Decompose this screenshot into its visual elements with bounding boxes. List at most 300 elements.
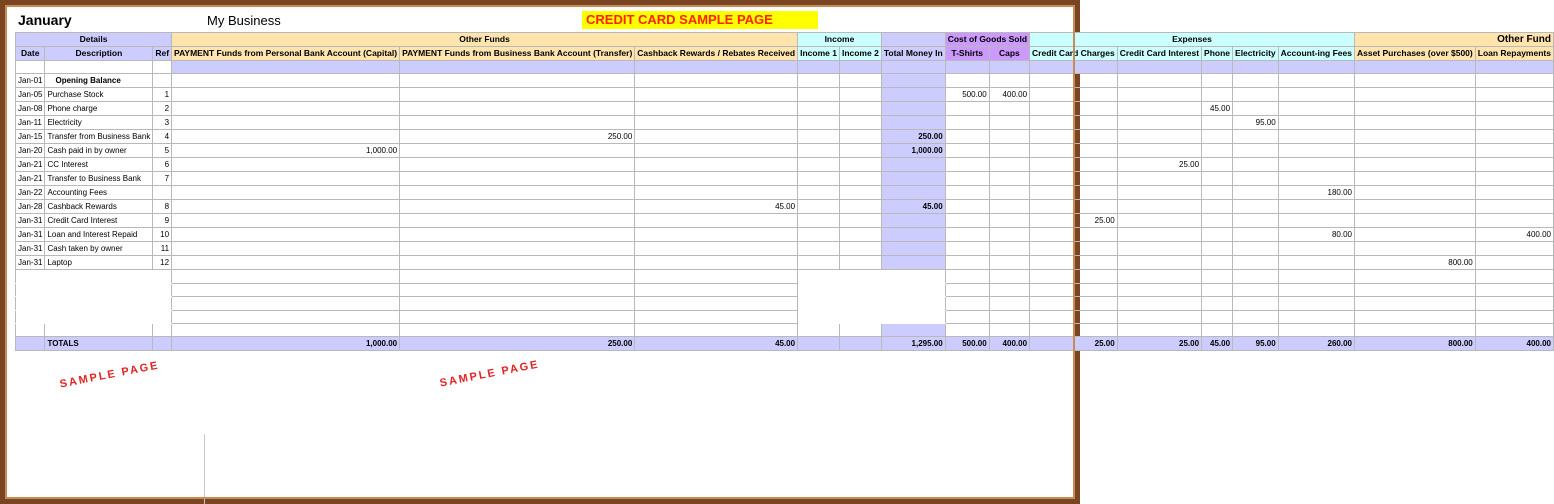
blank-cell[interactable] — [153, 283, 172, 296]
cell-ap[interactable] — [1354, 242, 1475, 256]
total-caps[interactable]: 400.00 — [989, 337, 1029, 351]
cell-trf[interactable] — [400, 158, 635, 172]
blank-cell[interactable] — [1233, 297, 1279, 310]
blank-cell[interactable] — [1117, 283, 1201, 296]
col-total-money-in[interactable]: Total Money In — [881, 47, 945, 61]
cell-ref[interactable]: 10 — [153, 228, 172, 242]
blank-cell[interactable] — [400, 283, 635, 296]
cell-cap[interactable] — [172, 88, 400, 102]
cell-ccc[interactable] — [1030, 186, 1118, 200]
cell-cb[interactable] — [635, 116, 798, 130]
cell-trf[interactable] — [400, 102, 635, 116]
blank-cell[interactable] — [1202, 297, 1233, 310]
cell-caps[interactable] — [989, 158, 1029, 172]
cell-cap[interactable]: 1,000.00 — [172, 144, 400, 158]
total-money-in[interactable]: 1,295.00 — [881, 337, 945, 351]
cell-ts[interactable] — [945, 242, 989, 256]
cell-cci[interactable]: 25.00 — [1117, 158, 1201, 172]
cell-lr[interactable] — [1475, 256, 1553, 270]
blank-cell[interactable] — [881, 310, 945, 323]
cell-trf[interactable] — [400, 200, 635, 214]
cell-ref[interactable]: 7 — [153, 172, 172, 186]
cell-cb[interactable] — [635, 172, 798, 186]
cell-el[interactable] — [1233, 88, 1279, 102]
cell-i1[interactable] — [798, 242, 840, 256]
blank-cell[interactable] — [1233, 310, 1279, 323]
blank-cell[interactable] — [172, 323, 400, 336]
cell-ccc[interactable]: 25.00 — [1030, 214, 1118, 228]
cell-lr[interactable] — [1475, 158, 1553, 172]
cell-ccc[interactable] — [1030, 116, 1118, 130]
cell-description[interactable]: Laptop — [45, 256, 153, 270]
cell-date[interactable]: Jan-21 — [16, 172, 45, 186]
cell-ap[interactable] — [1354, 228, 1475, 242]
blank-cell[interactable] — [1475, 323, 1553, 336]
col-income-1[interactable]: Income 1 — [798, 47, 840, 61]
col-ref[interactable]: Ref — [153, 47, 172, 61]
cell-date[interactable]: Jan-20 — [16, 144, 45, 158]
blank-cell[interactable] — [16, 297, 45, 310]
blank-cell[interactable] — [45, 297, 153, 310]
cell-tot[interactable] — [881, 186, 945, 200]
total-cci[interactable]: 25.00 — [1117, 337, 1201, 351]
cell-i1[interactable] — [798, 200, 840, 214]
cell-cb[interactable] — [635, 256, 798, 270]
cell-cap[interactable] — [172, 214, 400, 228]
blank-cell[interactable] — [945, 323, 989, 336]
total-i2[interactable] — [839, 337, 881, 351]
cell-trf[interactable] — [400, 228, 635, 242]
cell-ap[interactable] — [1354, 116, 1475, 130]
cell-ph[interactable] — [1202, 228, 1233, 242]
col-cc-charges[interactable]: Credit Card Charges — [1030, 47, 1118, 61]
cell-tot[interactable] — [881, 116, 945, 130]
blank-cell[interactable] — [989, 323, 1029, 336]
total-cb[interactable]: 45.00 — [635, 337, 798, 351]
cell-i2[interactable] — [839, 116, 881, 130]
cell-ts[interactable] — [945, 200, 989, 214]
blank-cell[interactable] — [1202, 310, 1233, 323]
cell-caps[interactable] — [989, 256, 1029, 270]
cell-el[interactable]: 95.00 — [1233, 116, 1279, 130]
total-cap[interactable]: 1,000.00 — [172, 337, 400, 351]
cell-lr[interactable] — [1475, 144, 1553, 158]
blank-cell[interactable] — [635, 323, 798, 336]
cell-lr[interactable] — [1475, 130, 1553, 144]
cell-i2[interactable] — [839, 158, 881, 172]
cell-lr[interactable] — [1475, 214, 1553, 228]
cell-af[interactable] — [1278, 74, 1354, 88]
cell-ccc[interactable] — [1030, 144, 1118, 158]
blank-cell[interactable] — [45, 270, 153, 283]
cell-trf[interactable] — [400, 172, 635, 186]
cell-description[interactable]: Purchase Stock — [45, 88, 153, 102]
cell-tot[interactable] — [881, 158, 945, 172]
col-electricity[interactable]: Electricity — [1233, 47, 1279, 61]
cell-caps[interactable] — [989, 102, 1029, 116]
cell-caps[interactable] — [989, 186, 1029, 200]
blank-cell[interactable] — [1202, 323, 1233, 336]
cell-ref[interactable]: 2 — [153, 102, 172, 116]
cell-ph[interactable] — [1202, 144, 1233, 158]
blank-cell[interactable] — [839, 323, 881, 336]
cell-ap[interactable] — [1354, 200, 1475, 214]
total-el[interactable]: 95.00 — [1233, 337, 1279, 351]
cell-cci[interactable] — [1117, 228, 1201, 242]
col-asset-purchases[interactable]: Asset Purchases (over $500) — [1354, 47, 1475, 61]
cell-el[interactable] — [1233, 186, 1279, 200]
col-income-2[interactable]: Income 2 — [839, 47, 881, 61]
col-phone[interactable]: Phone — [1202, 47, 1233, 61]
blank-cell[interactable] — [1278, 297, 1354, 310]
blank-cell[interactable] — [635, 297, 798, 310]
cell-ccc[interactable] — [1030, 158, 1118, 172]
cell-cap[interactable] — [172, 116, 400, 130]
cell-cci[interactable] — [1117, 74, 1201, 88]
cell-af[interactable] — [1278, 88, 1354, 102]
blank-cell[interactable] — [172, 310, 400, 323]
cell-ref[interactable]: 1 — [153, 88, 172, 102]
blank-cell[interactable] — [945, 283, 989, 296]
cell-ref[interactable]: 4 — [153, 130, 172, 144]
cell-el[interactable] — [1233, 102, 1279, 116]
total-ccc[interactable]: 25.00 — [1030, 337, 1118, 351]
cell-description[interactable]: Cash taken by owner — [45, 242, 153, 256]
cell-el[interactable] — [1233, 172, 1279, 186]
cell-i1[interactable] — [798, 228, 840, 242]
cell-i1[interactable] — [798, 214, 840, 228]
cell-tot[interactable] — [881, 256, 945, 270]
cell-cap[interactable] — [172, 172, 400, 186]
cell-date[interactable]: Jan-05 — [16, 88, 45, 102]
cell-cci[interactable] — [1117, 172, 1201, 186]
cell-description[interactable]: Electricity — [45, 116, 153, 130]
blank-cell[interactable] — [1475, 283, 1553, 296]
cell-cb[interactable] — [635, 130, 798, 144]
blank-cell[interactable] — [1202, 283, 1233, 296]
cell-description[interactable]: Opening Balance — [45, 74, 153, 88]
cell-cci[interactable] — [1117, 242, 1201, 256]
cell-i2[interactable] — [839, 130, 881, 144]
cell-i1[interactable] — [798, 130, 840, 144]
cell-caps[interactable] — [989, 214, 1029, 228]
cell-lr[interactable] — [1475, 74, 1553, 88]
cell-date[interactable]: Jan-22 — [16, 186, 45, 200]
cell-ref[interactable]: 3 — [153, 116, 172, 130]
cell-trf[interactable] — [400, 256, 635, 270]
cell-cci[interactable] — [1117, 88, 1201, 102]
cell-trf[interactable] — [400, 186, 635, 200]
cell-i1[interactable] — [798, 256, 840, 270]
total-ph[interactable]: 45.00 — [1202, 337, 1233, 351]
blank-cell[interactable] — [45, 323, 153, 336]
cell-ccc[interactable] — [1030, 102, 1118, 116]
blank-cell[interactable] — [989, 270, 1029, 283]
blank-cell[interactable] — [1278, 270, 1354, 283]
blank-cell[interactable] — [839, 283, 881, 296]
cell-cb[interactable] — [635, 186, 798, 200]
blank-cell[interactable] — [945, 270, 989, 283]
cell-lr[interactable] — [1475, 242, 1553, 256]
blank-cell[interactable] — [1278, 310, 1354, 323]
cell-cap[interactable] — [172, 186, 400, 200]
col-cc-interest[interactable]: Credit Card Interest — [1117, 47, 1201, 61]
blank-cell[interactable] — [1030, 310, 1118, 323]
col-tshirts[interactable]: T-Shirts — [945, 47, 989, 61]
blank-cell[interactable] — [45, 310, 153, 323]
cell-description[interactable]: Transfer to Business Bank — [45, 172, 153, 186]
blank-cell[interactable] — [1117, 310, 1201, 323]
blank-cell[interactable] — [172, 270, 400, 283]
blank-cell[interactable] — [881, 283, 945, 296]
cell-ph[interactable] — [1202, 242, 1233, 256]
cell-ts[interactable] — [945, 144, 989, 158]
cell-cb[interactable] — [635, 228, 798, 242]
blank-cell[interactable] — [1475, 297, 1553, 310]
cell-ccc[interactable] — [1030, 130, 1118, 144]
cell-af[interactable] — [1278, 158, 1354, 172]
cell-cb[interactable] — [635, 88, 798, 102]
cell-cci[interactable] — [1117, 214, 1201, 228]
cell-caps[interactable] — [989, 116, 1029, 130]
cell-el[interactable] — [1233, 74, 1279, 88]
cell-cap[interactable] — [172, 102, 400, 116]
blank-cell[interactable] — [1354, 297, 1475, 310]
cell-ts[interactable] — [945, 172, 989, 186]
cell-cap[interactable] — [172, 74, 400, 88]
cell-description[interactable]: Accounting Fees — [45, 186, 153, 200]
cell-ph[interactable] — [1202, 214, 1233, 228]
blank-cell[interactable] — [45, 283, 153, 296]
blank-cell[interactable] — [1475, 310, 1553, 323]
blank-cell[interactable] — [400, 323, 635, 336]
cell-cb[interactable] — [635, 214, 798, 228]
cell-af[interactable]: 80.00 — [1278, 228, 1354, 242]
cell-cci[interactable] — [1117, 130, 1201, 144]
cell-ap[interactable] — [1354, 144, 1475, 158]
blank-cell[interactable] — [172, 297, 400, 310]
blank-cell[interactable] — [635, 310, 798, 323]
cell-date[interactable]: Jan-31 — [16, 242, 45, 256]
blank-cell[interactable] — [635, 283, 798, 296]
cell-description[interactable]: CC Interest — [45, 158, 153, 172]
cell-i1[interactable] — [798, 88, 840, 102]
blank-cell[interactable] — [798, 270, 840, 283]
cell-ref[interactable]: 12 — [153, 256, 172, 270]
blank-cell[interactable] — [153, 310, 172, 323]
blank-cell[interactable] — [1233, 270, 1279, 283]
blank-cell[interactable] — [1475, 270, 1553, 283]
cell-cb[interactable] — [635, 102, 798, 116]
cell-af[interactable] — [1278, 102, 1354, 116]
cell-caps[interactable] — [989, 242, 1029, 256]
cell-ap[interactable] — [1354, 172, 1475, 186]
cell-ph[interactable] — [1202, 130, 1233, 144]
cell-lr[interactable]: 400.00 — [1475, 228, 1553, 242]
col-caps[interactable]: Caps — [989, 47, 1029, 61]
blank-cell[interactable] — [798, 297, 840, 310]
cell-caps[interactable] — [989, 74, 1029, 88]
cell-tot[interactable] — [881, 214, 945, 228]
cell-ts[interactable] — [945, 74, 989, 88]
cell-ts[interactable] — [945, 228, 989, 242]
cell-date[interactable]: Jan-21 — [16, 158, 45, 172]
cell-ref[interactable]: 9 — [153, 214, 172, 228]
blank-cell[interactable] — [16, 270, 45, 283]
cell-trf[interactable] — [400, 144, 635, 158]
cell-i2[interactable] — [839, 74, 881, 88]
blank-cell[interactable] — [1354, 323, 1475, 336]
blank-cell[interactable] — [1278, 323, 1354, 336]
cell-el[interactable] — [1233, 158, 1279, 172]
cell-description[interactable]: Credit Card Interest — [45, 214, 153, 228]
cell-ccc[interactable] — [1030, 256, 1118, 270]
cell-i2[interactable] — [839, 88, 881, 102]
cell-cb[interactable]: 45.00 — [635, 200, 798, 214]
cell-cci[interactable] — [1117, 186, 1201, 200]
cell-ts[interactable] — [945, 130, 989, 144]
cell-af[interactable] — [1278, 214, 1354, 228]
cell-cap[interactable] — [172, 130, 400, 144]
cell-ccc[interactable] — [1030, 242, 1118, 256]
blank-cell[interactable] — [400, 310, 635, 323]
cell-tot[interactable] — [881, 102, 945, 116]
cell-tot[interactable] — [881, 74, 945, 88]
cell-date[interactable]: Jan-01 — [16, 74, 45, 88]
cell-i1[interactable] — [798, 172, 840, 186]
blank-cell[interactable] — [153, 270, 172, 283]
blank-cell[interactable] — [881, 323, 945, 336]
cell-caps[interactable] — [989, 130, 1029, 144]
blank-cell[interactable] — [1233, 283, 1279, 296]
cell-tot[interactable] — [881, 228, 945, 242]
cell-ts[interactable] — [945, 256, 989, 270]
blank-cell[interactable] — [1030, 297, 1118, 310]
cell-tot[interactable] — [881, 88, 945, 102]
cell-ap[interactable] — [1354, 214, 1475, 228]
cell-lr[interactable] — [1475, 88, 1553, 102]
total-ts[interactable]: 500.00 — [945, 337, 989, 351]
total-trf[interactable]: 250.00 — [400, 337, 635, 351]
blank-cell[interactable] — [1030, 323, 1118, 336]
cell-cap[interactable] — [172, 242, 400, 256]
blank-cell[interactable] — [153, 323, 172, 336]
cell-description[interactable]: Phone charge — [45, 102, 153, 116]
cell-ccc[interactable] — [1030, 200, 1118, 214]
cell-ap[interactable] — [1354, 88, 1475, 102]
cell-i1[interactable] — [798, 102, 840, 116]
cell-ph[interactable] — [1202, 116, 1233, 130]
cell-ccc[interactable] — [1030, 228, 1118, 242]
blank-cell[interactable] — [1354, 310, 1475, 323]
cell-date[interactable]: Jan-31 — [16, 214, 45, 228]
cell-ph[interactable] — [1202, 74, 1233, 88]
cell-af[interactable] — [1278, 144, 1354, 158]
blank-cell[interactable] — [945, 310, 989, 323]
blank-cell[interactable] — [989, 310, 1029, 323]
blank-cell[interactable] — [1030, 283, 1118, 296]
blank-cell[interactable] — [16, 283, 45, 296]
total-ap[interactable]: 800.00 — [1354, 337, 1475, 351]
cell-i2[interactable] — [839, 214, 881, 228]
cell-ref[interactable] — [153, 186, 172, 200]
cell-af[interactable] — [1278, 256, 1354, 270]
blank-cell[interactable] — [16, 323, 45, 336]
cell-ccc[interactable] — [1030, 172, 1118, 186]
cell-date[interactable]: Jan-28 — [16, 200, 45, 214]
blank-cell[interactable] — [798, 323, 840, 336]
cell-date[interactable]: Jan-31 — [16, 228, 45, 242]
cell-el[interactable] — [1233, 200, 1279, 214]
cell-ts[interactable] — [945, 214, 989, 228]
blank-cell[interactable] — [839, 310, 881, 323]
cell-caps[interactable] — [989, 200, 1029, 214]
cell-ph[interactable] — [1202, 158, 1233, 172]
blank-cell[interactable] — [1202, 270, 1233, 283]
blank-cell[interactable] — [1354, 270, 1475, 283]
col-description[interactable]: Description — [45, 47, 153, 61]
cell-el[interactable] — [1233, 130, 1279, 144]
cell-af[interactable] — [1278, 200, 1354, 214]
col-loan-repayments[interactable]: Loan Repayments — [1475, 47, 1553, 61]
cell-ph[interactable] — [1202, 256, 1233, 270]
cell-i1[interactable] — [798, 186, 840, 200]
cell-trf[interactable]: 250.00 — [400, 130, 635, 144]
blank-cell[interactable] — [1278, 283, 1354, 296]
col-cashback[interactable]: Cashback Rewards / Rebates Received — [635, 47, 798, 61]
cell-af[interactable] — [1278, 242, 1354, 256]
cell-i2[interactable] — [839, 172, 881, 186]
cell-trf[interactable] — [400, 116, 635, 130]
cell-date[interactable]: Jan-08 — [16, 102, 45, 116]
cell-ph[interactable] — [1202, 172, 1233, 186]
blank-cell[interactable] — [839, 297, 881, 310]
cell-date[interactable]: Jan-11 — [16, 116, 45, 130]
cell-description[interactable]: Cashback Rewards — [45, 200, 153, 214]
blank-cell[interactable] — [16, 310, 45, 323]
blank-cell[interactable] — [1030, 270, 1118, 283]
col-payment-capital[interactable]: PAYMENT Funds from Personal Bank Account (Capital) — [172, 47, 400, 61]
blank-cell[interactable] — [400, 297, 635, 310]
cell-lr[interactable] — [1475, 116, 1553, 130]
blank-cell[interactable] — [635, 270, 798, 283]
cell-i1[interactable] — [798, 116, 840, 130]
cell-ref[interactable]: 5 — [153, 144, 172, 158]
cell-caps[interactable] — [989, 144, 1029, 158]
cell-caps[interactable]: 400.00 — [989, 88, 1029, 102]
blank-cell[interactable] — [1117, 323, 1201, 336]
cell-cci[interactable] — [1117, 256, 1201, 270]
cell-i1[interactable] — [798, 144, 840, 158]
cell-lr[interactable] — [1475, 186, 1553, 200]
cell-cap[interactable] — [172, 228, 400, 242]
blank-cell[interactable] — [1233, 323, 1279, 336]
col-payment-transfer[interactable]: PAYMENT Funds from Business Bank Account (Transfer) — [400, 47, 635, 61]
cell-el[interactable] — [1233, 228, 1279, 242]
blank-cell[interactable] — [798, 283, 840, 296]
blank-cell[interactable] — [153, 297, 172, 310]
cell-i1[interactable] — [798, 158, 840, 172]
col-date[interactable]: Date — [16, 47, 45, 61]
cell-cap[interactable] — [172, 256, 400, 270]
cell-tot[interactable] — [881, 242, 945, 256]
cell-ap[interactable] — [1354, 130, 1475, 144]
cell-af[interactable] — [1278, 116, 1354, 130]
blank-cell[interactable] — [881, 270, 945, 283]
cell-cci[interactable] — [1117, 144, 1201, 158]
cell-tot[interactable]: 1,000.00 — [881, 144, 945, 158]
cell-el[interactable] — [1233, 214, 1279, 228]
